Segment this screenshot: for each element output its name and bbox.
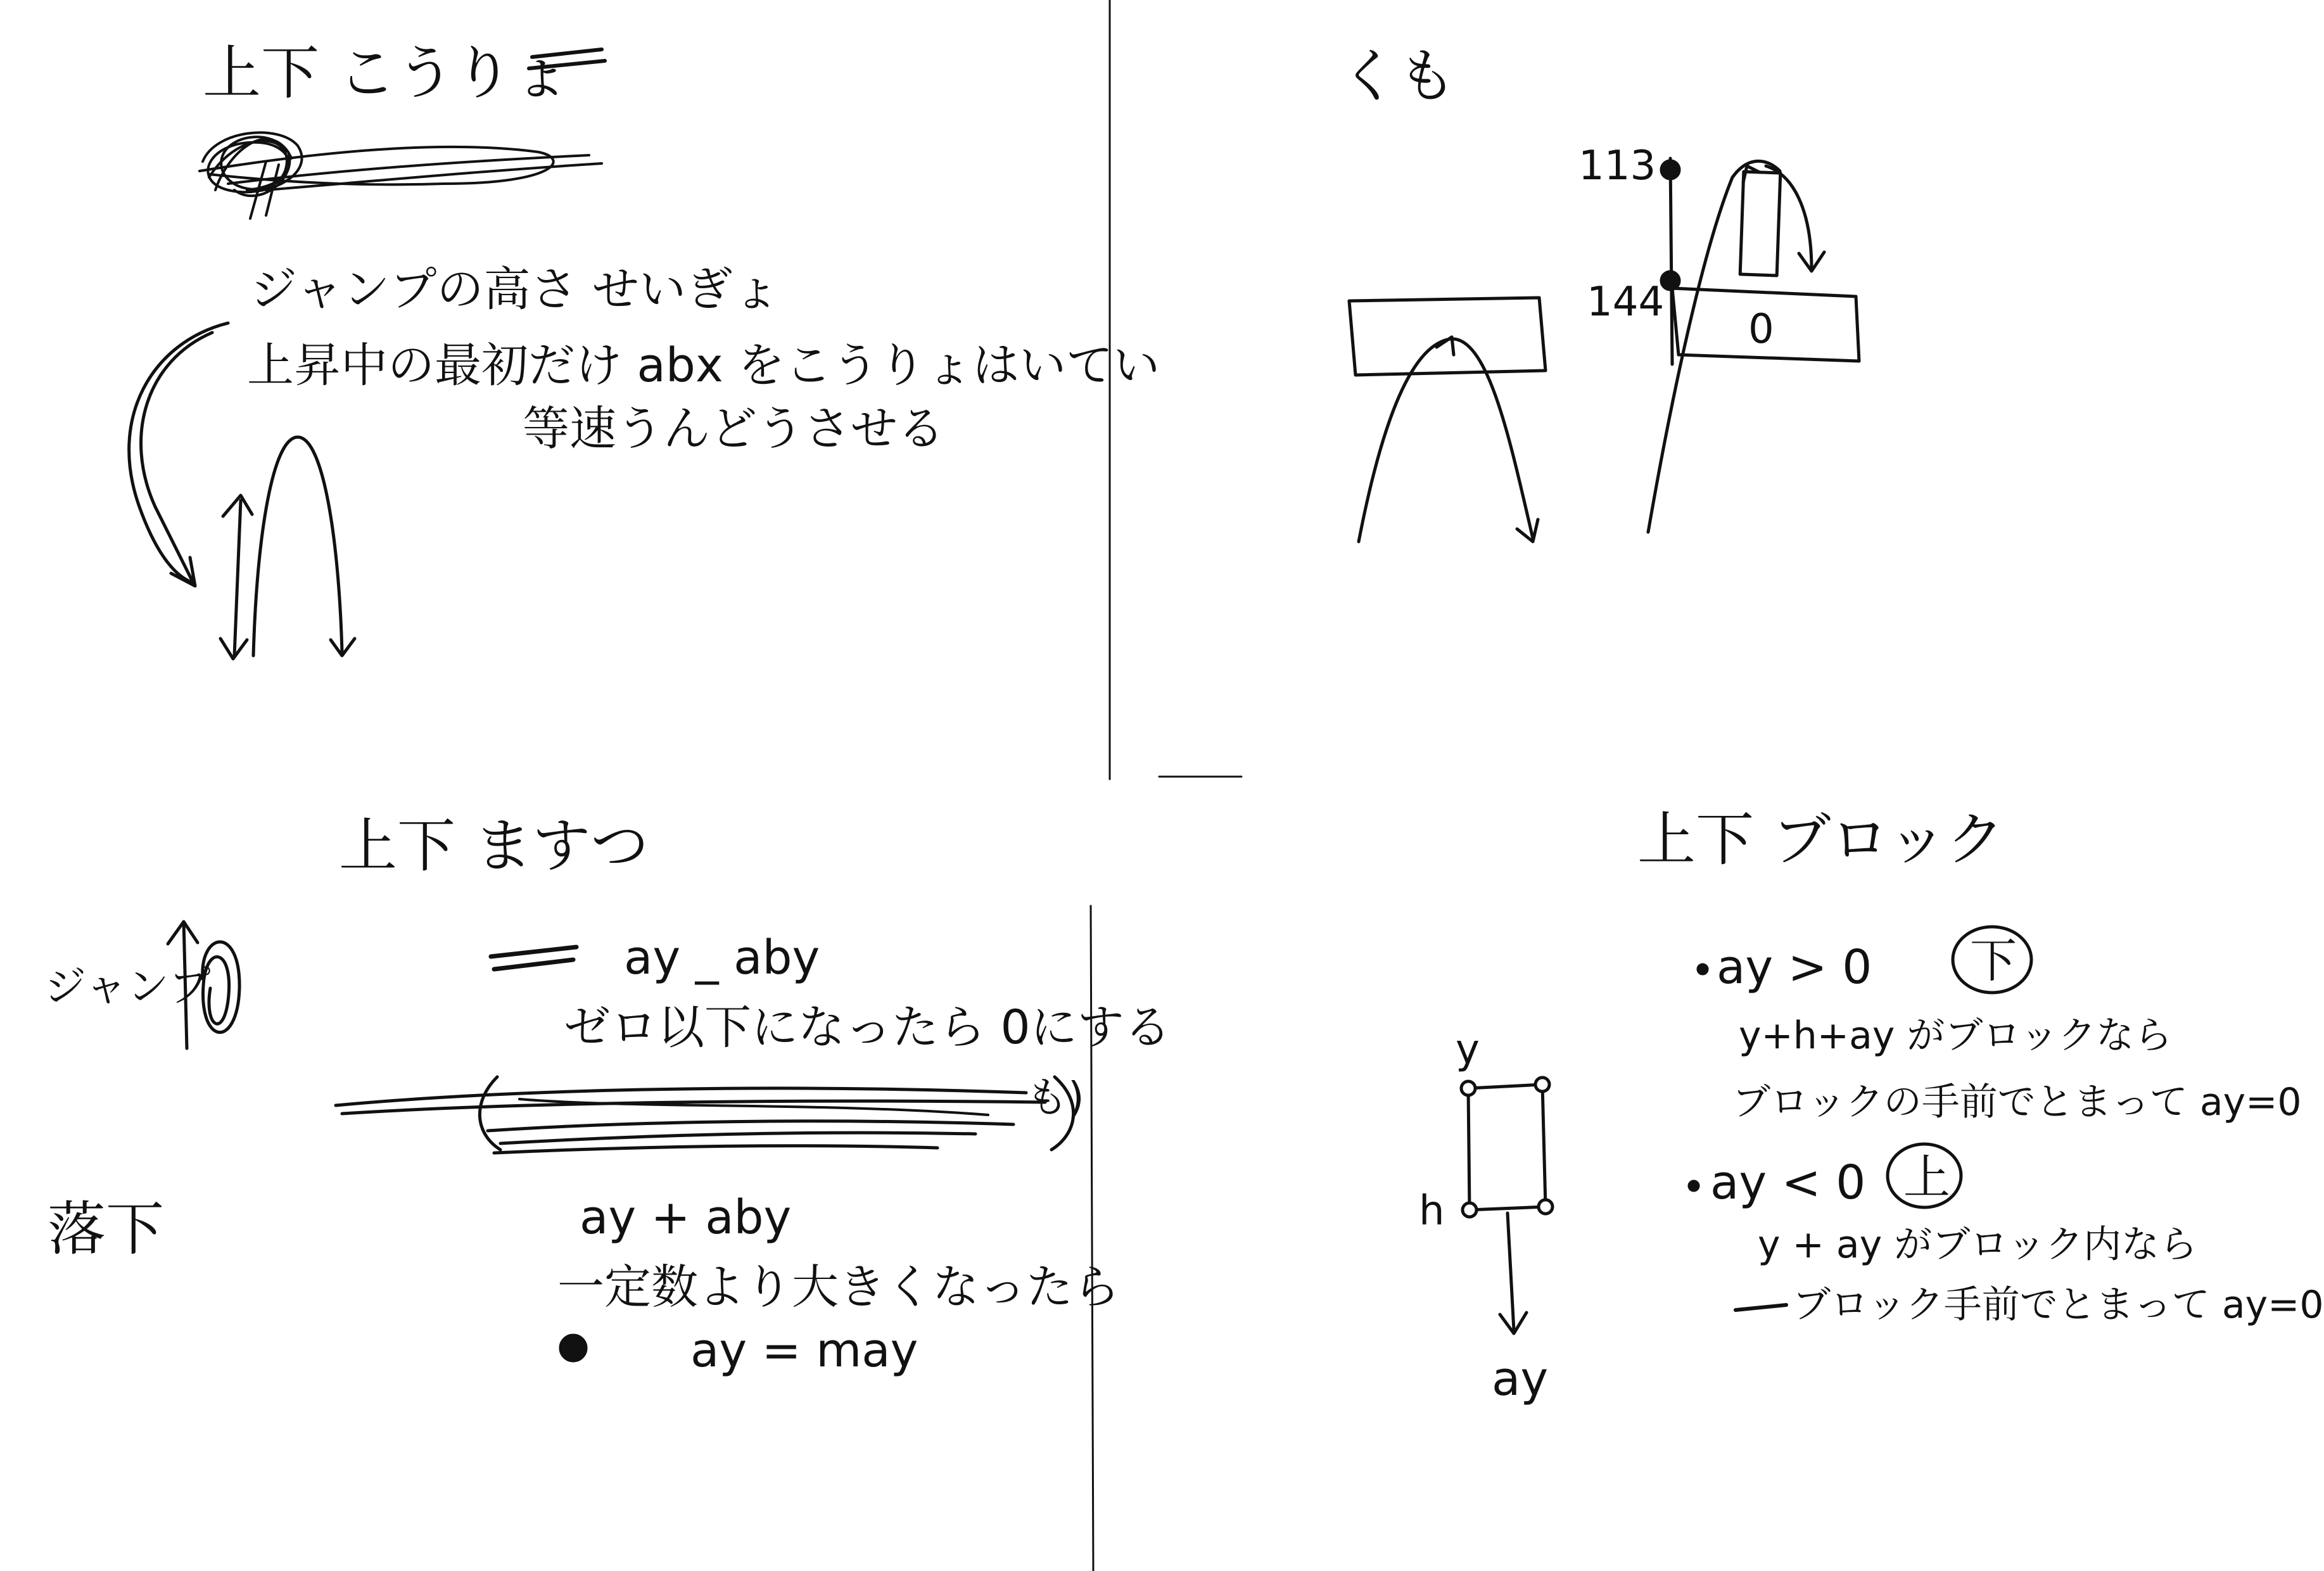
q4-condition-1: ay > 0 <box>1717 940 1872 995</box>
label-144: 144 <box>1587 279 1665 326</box>
y-axis-line <box>1670 158 1672 364</box>
q4-c2-line2: ブロック手前でとまって ay=0 <box>1793 1283 2324 1327</box>
q3-label-fall: 落下 <box>48 1195 165 1263</box>
q3-line2: ゼロ以下になったら 0にする <box>564 1000 1171 1055</box>
rect-right-edge <box>1542 1084 1546 1207</box>
bullet-scribble <box>561 1335 586 1361</box>
corner-y-right <box>1535 1078 1549 1091</box>
rect-top-edge <box>1468 1084 1542 1088</box>
q4-c1-line2: ブロックの手前でとまって ay=0 <box>1732 1080 2302 1124</box>
q3-line1: ay _ aby <box>624 931 820 985</box>
strikeout-left-token <box>491 947 576 969</box>
q4-title: 上下 ブロック <box>1637 806 2005 874</box>
corner-h-left <box>1463 1203 1476 1217</box>
q1-title: 上下 こうりょ <box>203 39 571 107</box>
q3-line3: ay + aby <box>580 1190 792 1245</box>
point-113 <box>1661 161 1679 179</box>
vertical-double-arrow <box>234 500 241 656</box>
q1-line3: 等速うんどうさせる <box>523 402 944 456</box>
q3-label-jump: ジャンプ <box>44 962 211 1011</box>
scribble-blob <box>200 132 602 219</box>
q4-badge-down: 下 <box>1970 934 2017 988</box>
q4-badge-up: 上 <box>1903 1150 1950 1205</box>
diagram-label-h: h <box>1419 1188 1445 1235</box>
q4-c1-line1: y+h+ay がブロックなら <box>1739 1014 2173 1058</box>
rect-bottom-edge <box>1470 1207 1546 1210</box>
paren-left <box>479 1077 500 1150</box>
jump-arc-left <box>1359 339 1533 542</box>
corner-h-right <box>1539 1200 1553 1214</box>
diagram-label-ay: ay <box>1492 1352 1549 1406</box>
q4-condition-2: ay < 0 <box>1710 1155 1866 1210</box>
q1-line1: ジャンプの高さ せいぎょ <box>250 262 780 317</box>
q3-struck-tail: も) <box>1026 1073 1084 1122</box>
q1-line2: 上昇中の最初だけ abx をこうりょはいてい <box>247 338 1160 393</box>
jump-parabola <box>253 437 342 656</box>
diagram-label-y: y <box>1456 1026 1480 1073</box>
q3-title: 上下 ますつ <box>339 812 649 880</box>
cloud-block-left <box>1349 298 1546 375</box>
corner-y-left <box>1461 1081 1475 1095</box>
rect-left-edge <box>1468 1088 1470 1210</box>
player-rect <box>1740 172 1781 276</box>
curved-arrow-left <box>129 323 228 583</box>
down-arrow <box>1508 1213 1514 1330</box>
label-113: 113 <box>1578 143 1656 189</box>
label-zero: 0 <box>1748 306 1774 353</box>
q2-title: くも <box>1340 42 1457 110</box>
point-144 <box>1661 272 1679 289</box>
q3-line5: ay = may <box>690 1323 918 1378</box>
strikeout-ay <box>1736 1305 1786 1310</box>
q4-c2-line1: y + ay がブロック内なら <box>1758 1223 2198 1267</box>
q3-line4: 一定数より大きくなったら <box>557 1260 1120 1314</box>
